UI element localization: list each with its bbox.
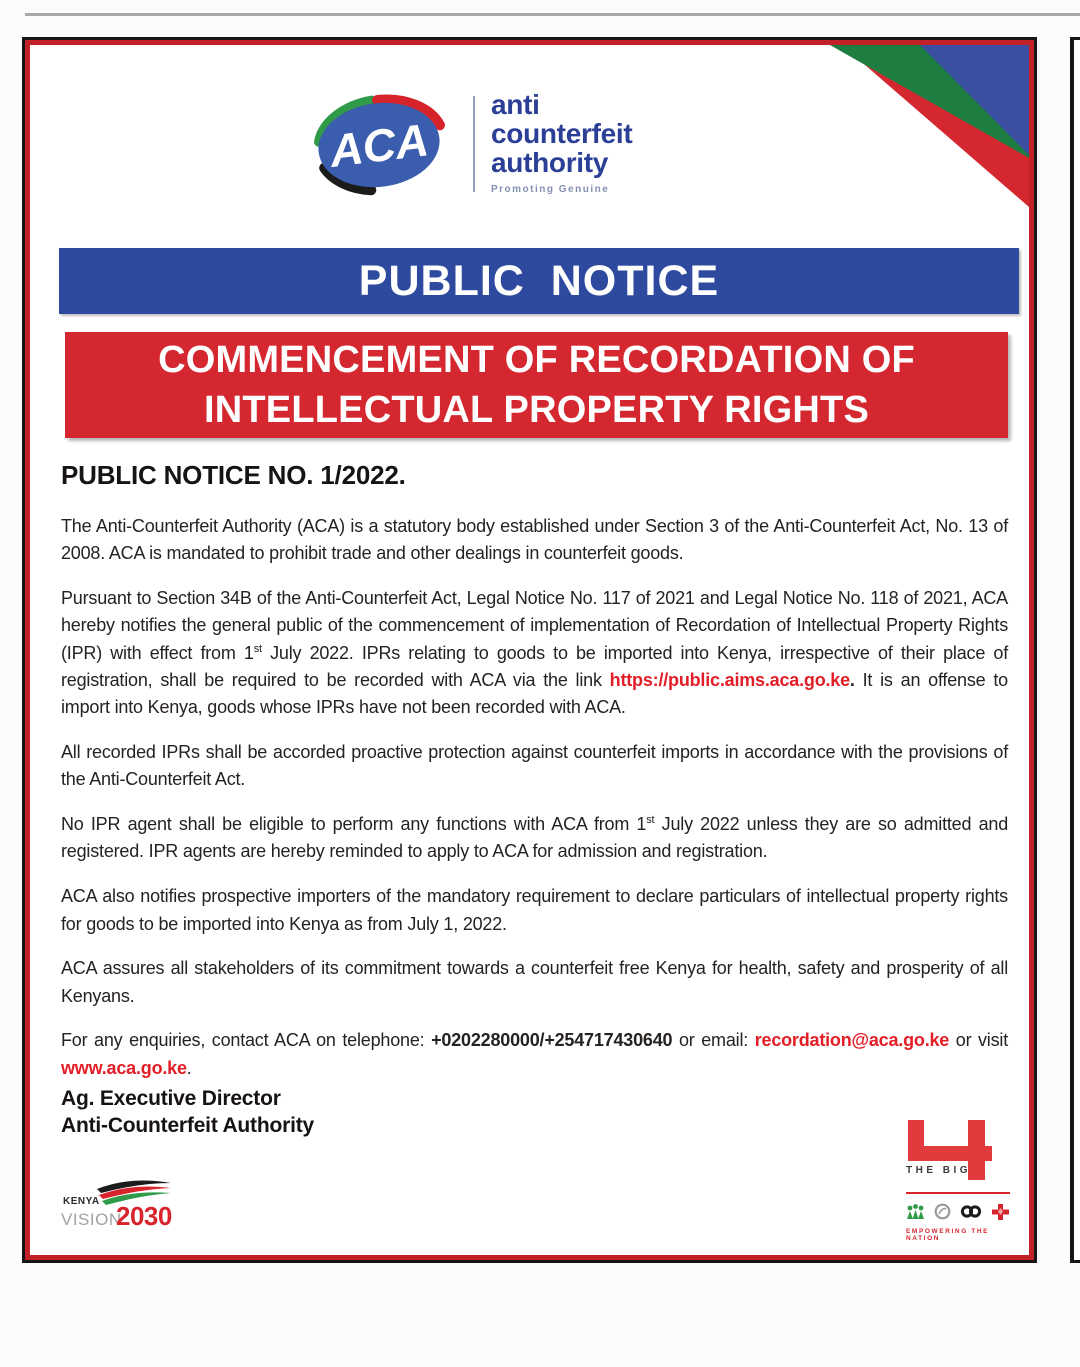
logo-word-3: authority [491, 147, 609, 178]
signatory-org: Anti-Counterfeit Authority [61, 1114, 314, 1137]
big4-agenda-icons [906, 1203, 1026, 1220]
vision-text: VISION [61, 1210, 122, 1229]
svg-text:ACA: ACA [326, 114, 432, 177]
universal-health-coverage-icon [960, 1203, 982, 1220]
notice-paragraph: ACA assures all stakeholders of its commitment towards a counterfeit free Kenya for health, safety and prosperity of all Kenyans. [61, 958, 1008, 1006]
headline-line-2: INTELLECTUAL PROPERTY RIGHTS [203, 389, 869, 431]
big4-tagline: EMPOWERING THE NATION [906, 1228, 990, 1242]
notice-paragraph: All recorded IPRs shall be accorded proactive protection against counterfeit imports in accordance with the provisions of the Anti-Counterfeit Act. [61, 742, 1008, 790]
logo-wordmark [491, 88, 632, 195]
public-notice-banner-text: PUBLIC NOTICE [358, 256, 720, 305]
headline-line-1: COMMENCEMENT OF RECORDATION OF [158, 339, 915, 381]
notice-number-heading: PUBLIC NOTICE NO. 1/2022. [61, 460, 406, 490]
public-notice-document [22, 37, 1037, 1263]
public-notice-banner [59, 248, 1019, 314]
adjacent-page-edge [1070, 37, 1080, 1263]
notice-paragraphs [61, 513, 1008, 1082]
notice-body [61, 460, 1008, 1100]
aca-logo [303, 88, 632, 202]
vision-kenya-text: KENYA [63, 1196, 100, 1207]
signature-block [61, 1085, 314, 1139]
kenya-vision-2030-logo [59, 1180, 189, 1240]
big4-mark [894, 1118, 1012, 1180]
big4-divider [906, 1192, 1010, 1194]
link[interactable]: https://public.aims.aca.go.ke [609, 669, 850, 690]
logo-separator [473, 96, 475, 192]
aca-logo-icon [303, 88, 455, 202]
logo-word-2: counterfeit [491, 118, 633, 149]
food-security-icon [906, 1203, 925, 1220]
big4-label: THE BIG [906, 1165, 972, 1176]
signatory-title: Ag. Executive Director [61, 1087, 281, 1110]
notice-paragraph: No IPR agent shall be eligible to perform any functions with ACA from 1st July 2022 unless they are so admitted and registered. IPR agents are hereby reminded to apply to ACA for admission and registration. [61, 814, 1009, 862]
corner-ribbon-decoration [824, 45, 1029, 217]
health-cross-icon [991, 1203, 1010, 1220]
link[interactable]: www.aca.go.ke [61, 1057, 187, 1078]
manufacturing-icon [934, 1203, 951, 1220]
notice-paragraph: The Anti-Counterfeit Authority (ACA) is a statutory body established under Section 3 of the Anti-Counterfeit Act, No. 13 of 2008. ACA is mandated to prohibit trade and other dealings in counterfeit goods. [61, 516, 1008, 564]
link[interactable]: recordation@aca.go.ke [754, 1030, 950, 1051]
notice-paragraph: For any enquiries, contact ACA on telephone: +0202280000/+254717430640 or email: recordation@aca.go.ke or visit www.aca.go.ke. [61, 1030, 1009, 1078]
headline-banner [65, 332, 1008, 438]
vision-year-text: 2030 [116, 1201, 172, 1231]
logo-word-1: anti [491, 89, 540, 120]
top-divider [25, 13, 1080, 16]
notice-paragraph: Pursuant to Section 34B of the Anti-Counterfeit Act, Legal Notice No. 117 of 2021 and Legal Notice No. 118 of 2021, ACA hereby notifies the general public of the commencement of implementation of Recordation of Intellectual Property Rights (IPR) with effect from 1st July 2022. IPRs relating to goods to be imported into Kenya, irrespective of their place of registration, shall be required to be recorded with ACA via the link https://public.aims.aca.go.ke. It is an offense to import into Kenya, goods whose IPRs have not been recorded with ACA. [61, 588, 1008, 718]
the-big-4-logo [894, 1118, 1026, 1242]
logo-tagline: Promoting Genuine [491, 184, 610, 195]
notice-paragraph: ACA also notifies prospective importers of the mandatory requirement to declare particulars of intellectual property rights for goods to be imported into Kenya as from July 1, 2022. [61, 886, 1008, 934]
